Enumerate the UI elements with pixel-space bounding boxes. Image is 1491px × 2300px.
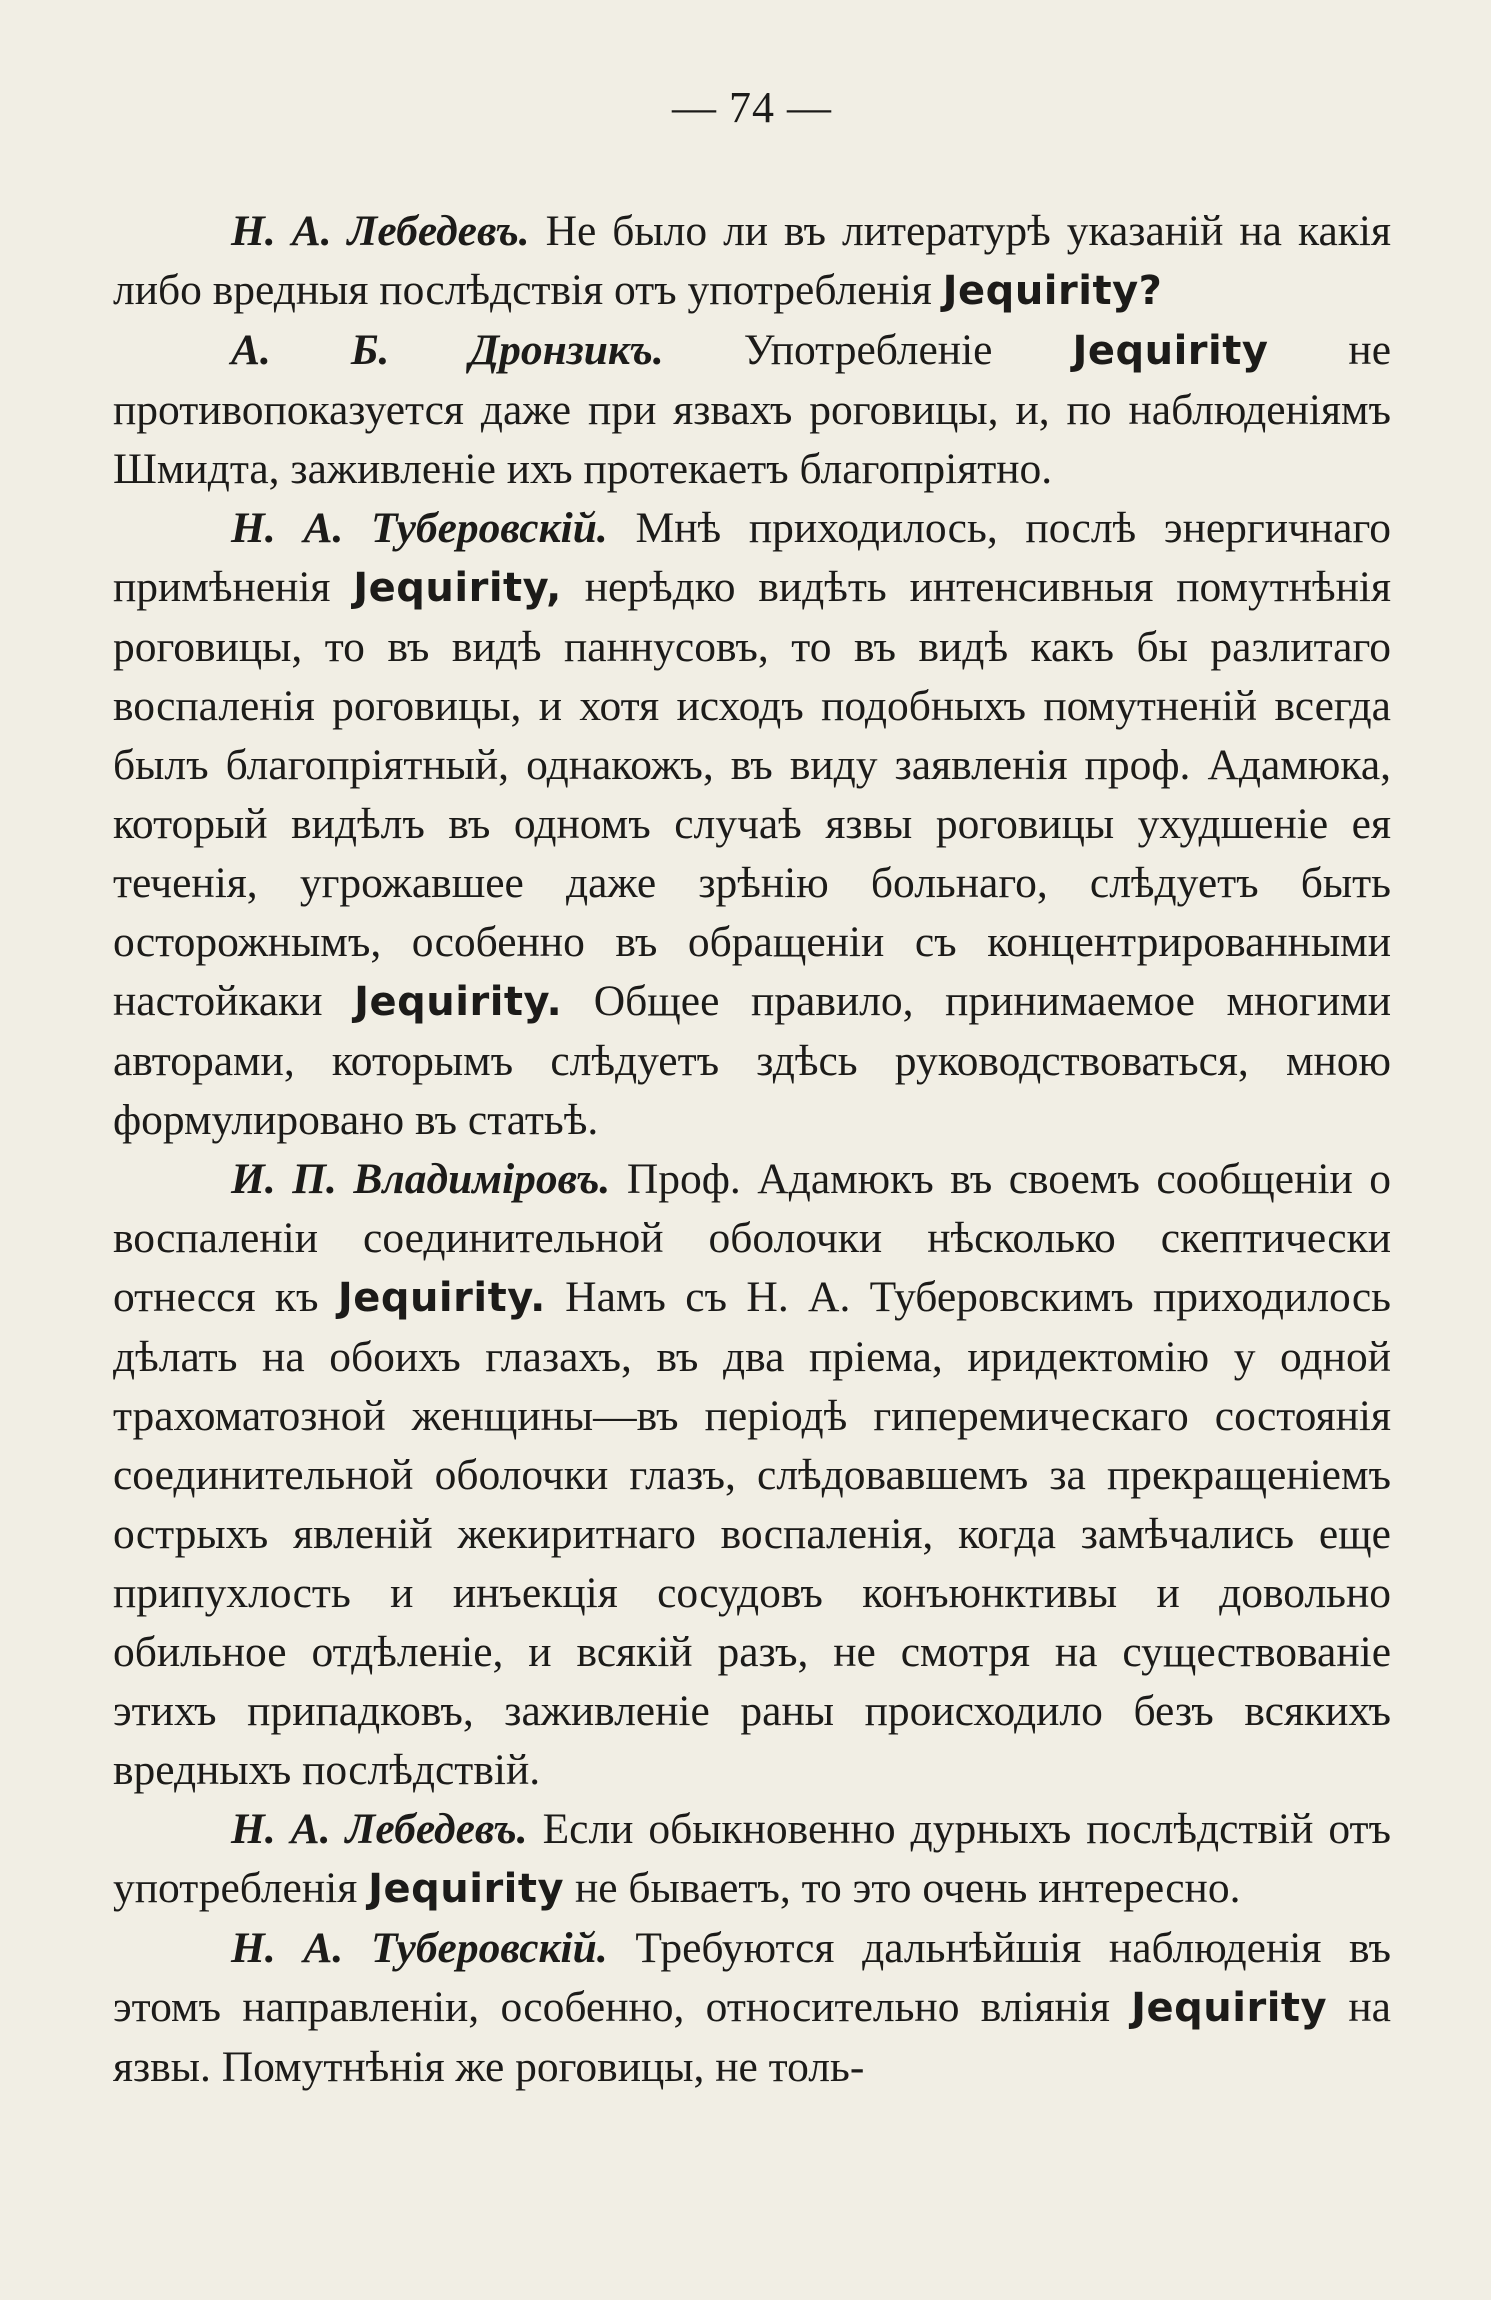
speaker-name: Н. А. Лебедевъ. [231, 207, 530, 255]
speaker-name: И. П. Владиміровъ. [231, 1155, 611, 1203]
speaker-name: А. Б. Дронзикъ. [231, 326, 664, 374]
paragraph-text: Мнѣ приходилось, послѣ энергичнаго примѣненія [113, 504, 1391, 611]
paragraph-text: не бываетъ, то это очень интересно. [564, 1864, 1241, 1912]
paragraph [113, 1919, 1391, 2097]
paragraph-text: Проф. Адамюкъ въ своемъ сообщеніи о воспаленіи соединительной оболочки нѣсколько скептически отнесся къ [113, 1155, 1391, 1321]
paragraph [113, 1150, 1391, 1800]
body-text [113, 202, 1391, 2097]
jequirity-term: Jequirity, [353, 565, 562, 611]
paragraph-text: Общее правило, принимаемое многими авторами, которымъ слѣдуетъ здѣсь руководствоваться, мною формулировано въ статьѣ. [113, 977, 1391, 1144]
jequirity-term: Jequirity [1072, 328, 1269, 374]
paragraph-text: Употребленіе [743, 326, 1073, 374]
page-number: — 74 — [672, 83, 832, 132]
paragraph [113, 499, 1391, 1150]
jequirity-term: Jequirity [1131, 1985, 1328, 2031]
jequirity-term: Jequirity. [337, 1275, 546, 1321]
paragraph-text: Не было ли въ литературѣ указаній на какія либо вредныя послѣдствія отъ употребленія [113, 207, 1391, 314]
paragraph [113, 1800, 1391, 1919]
speaker-name: Н. А. Туберовскій. [231, 504, 608, 552]
paragraph-text: не противопоказуется даже при язвахъ роговицы, и, по наблюденіямъ Шмидта, заживленіе ихъ протекаетъ благопріятно. [113, 326, 1392, 493]
paragraph-text: на язвы. Помутнѣнія же роговицы, не толь- [113, 1983, 1391, 2091]
jequirity-term: Jequirity? [942, 268, 1163, 314]
paragraph [113, 202, 1391, 321]
speaker-name: Н. А. Туберовскій. [231, 1924, 608, 1972]
paragraph-text: нерѣдко видѣть интенсивныя помутнѣнія роговицы, то въ видѣ паннусовъ, то въ видѣ какъ бы разлитаго воспаленія роговицы, и хотя исходъ подобныхъ помутненій всегда былъ благопріятный, однакожъ, въ виду заявленія проф. Адамюка, который видѣлъ въ одномъ случаѣ язвы роговицы ухудшеніе ея теченія, угрожавшее даже зрѣнію больнаго, слѣдуетъ быть осторожнымъ, особенно въ обращеніи съ концентрированными настойкаки [113, 563, 1391, 1025]
jequirity-term: Jequirity. [354, 979, 563, 1025]
speaker-name: Н. А. Лебедевъ. [231, 1805, 528, 1853]
paragraph-text: Требуются дальнѣйшія наблюденія въ этомъ направленіи, особенно, относительно вліянія [113, 1924, 1392, 2031]
paragraph [113, 321, 1391, 499]
jequirity-term: Jequirity [368, 1866, 565, 1912]
paragraph-text: Если обыкновенно дурныхъ послѣдствій отъ употребленія [113, 1805, 1392, 1912]
paragraph-text: Намъ съ Н. А. Туберовскимъ приходилось дѣлать на обоихъ глазахъ, въ два пріема, иридектомію у одной трахоматозной женщины—въ періодѣ гиперемическаго состоянія соединительной оболочки глазъ, слѣдовавшемъ за прекращеніемъ острыхъ явленій жекиритнаго воспаленія, когда замѣчались еще припухлость и инъекція сосудовъ конъюнктивы и довольно обильное отдѣленіе, и всякій разъ, не смотря на существованіе этихъ припадковъ, заживленіе раны происходило безъ всякихъ вредныхъ послѣдствій. [113, 1273, 1392, 1794]
